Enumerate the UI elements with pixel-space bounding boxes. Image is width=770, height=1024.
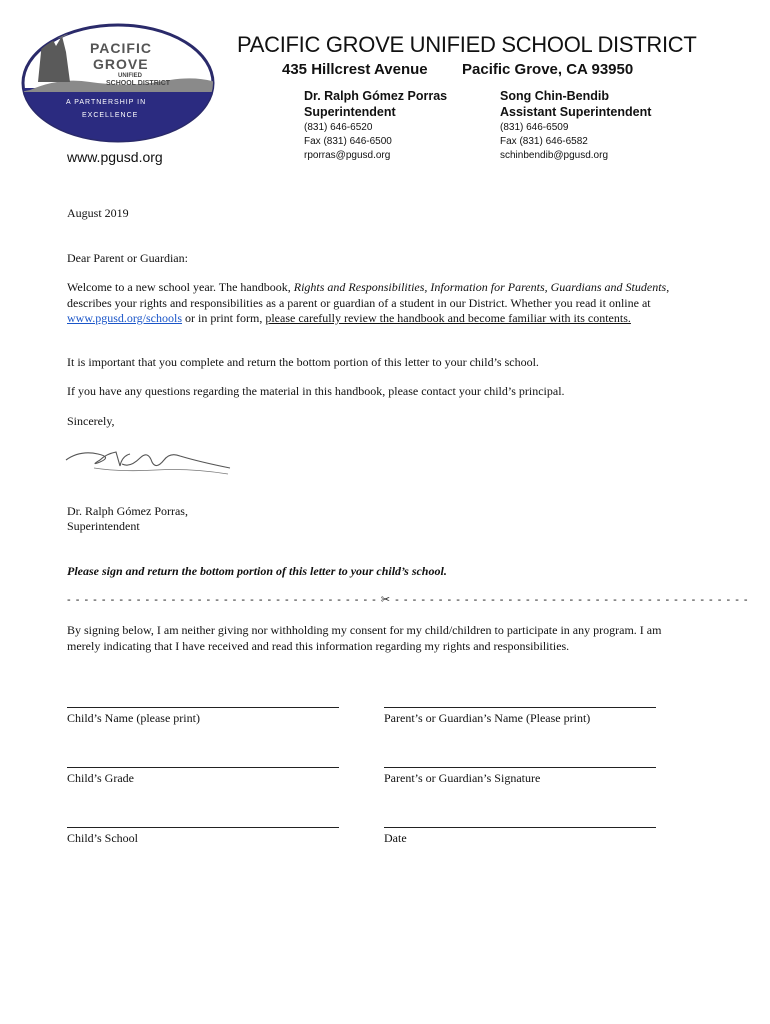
- letter-date: August 2019: [67, 206, 129, 220]
- official-fax: Fax (831) 646-6582: [500, 136, 588, 147]
- signer-name: Dr. Ralph Gómez Porras,: [67, 504, 188, 518]
- official-phone: (831) 646-6520: [304, 122, 373, 133]
- logo-text-grove: GROVE: [93, 56, 149, 72]
- return-instruction: Please sign and return the bottom portion of this letter to your child’s school.: [67, 564, 447, 578]
- parent-name-line[interactable]: [384, 707, 656, 708]
- letter-paragraph-1: [67, 280, 682, 327]
- official-assistant-superintendent: [500, 89, 651, 163]
- superintendent-signature: [60, 444, 235, 480]
- official-fax: Fax (831) 646-6500: [304, 136, 392, 147]
- parent-name-label: Parent’s or Guardian’s Name (Please print): [384, 711, 591, 725]
- p1-underlined-text: please carefully review the handbook and become familiar with its contents.: [265, 311, 631, 325]
- letter-salutation: Dear Parent or Guardian:: [67, 251, 188, 265]
- district-city-address: Pacific Grove, CA 93950: [462, 61, 634, 78]
- letter-paragraph-2: It is important that you complete and return the bottom portion of this letter to your child’s school.: [67, 355, 539, 369]
- child-name-line[interactable]: [67, 707, 339, 708]
- logo-tagline-2: EXCELLENCE: [82, 112, 139, 119]
- official-title: Superintendent: [304, 105, 396, 119]
- official-phone: (831) 646-6509: [500, 122, 569, 133]
- official-email[interactable]: schinbendib@pgusd.org: [500, 150, 609, 161]
- consent-statement: By signing below, I am neither giving nor withholding my consent for my child/children to participate in any program. I am merely indicating that I have received and read this information regarding my rights and responsibilities.: [67, 623, 662, 653]
- schools-link[interactable]: www.pgusd.org/schools: [67, 311, 183, 325]
- parent-name-field[interactable]: [384, 707, 656, 726]
- official-name: Song Chin-Bendib: [500, 89, 610, 103]
- official-email[interactable]: rporras@pgusd.org: [304, 150, 391, 161]
- official-title: Assistant Superintendent: [500, 105, 652, 119]
- child-name-field[interactable]: [67, 707, 339, 726]
- date-field[interactable]: [384, 827, 656, 846]
- district-website[interactable]: www.pgusd.org: [67, 149, 163, 165]
- district-logo: [20, 22, 216, 144]
- child-name-label: Child’s Name (please print): [67, 711, 200, 725]
- child-school-line[interactable]: [67, 827, 339, 828]
- logo-tagline-1: A PARTNERSHIP IN: [66, 99, 147, 106]
- parent-signature-label: Parent’s or Guardian’s Signature: [384, 771, 541, 785]
- letter-paragraph-3: If you have any questions regarding the material in this handbook, please contact your child’s principal.: [67, 384, 565, 398]
- p1-text-a: Welcome to a new school year. The handbook,: [67, 280, 294, 294]
- letter-closing: Sincerely,: [67, 414, 115, 428]
- handbook-title: Rights and Responsibilities, Information for Parents, Guardians and Students: [293, 280, 667, 294]
- district-street-address: 435 Hillcrest Avenue: [282, 61, 428, 78]
- official-superintendent: [304, 89, 447, 163]
- child-school-field[interactable]: [67, 827, 339, 846]
- parent-signature-field[interactable]: [384, 767, 656, 786]
- logo-text-unified: UNIFIED: [118, 73, 142, 79]
- date-line[interactable]: [384, 827, 656, 828]
- child-grade-label: Child’s Grade: [67, 771, 134, 785]
- p1-text-c: or in print form,: [182, 311, 266, 325]
- logo-text-school-district: SCHOOL DISTRICT: [106, 80, 171, 87]
- child-grade-field[interactable]: [67, 767, 339, 786]
- official-name: Dr. Ralph Gómez Porras: [304, 89, 448, 103]
- district-name: PACIFIC GROVE UNIFIED SCHOOL DISTRICT: [237, 32, 697, 57]
- logo-text-pacific: PACIFIC: [90, 40, 152, 56]
- parent-signature-line[interactable]: [384, 767, 656, 768]
- child-grade-line[interactable]: [67, 767, 339, 768]
- p1-text-b: , describes your rights and responsibilities as a parent or guardian of a student in our District. Whether you read it online at: [67, 280, 670, 310]
- date-label: Date: [384, 831, 407, 845]
- signer-title: Superintendent: [67, 519, 140, 533]
- child-school-label: Child’s School: [67, 831, 139, 845]
- cut-line: - - - - - - - - - - - - - - - - - - - - - - - - - - - - - - - - - - - - ✂ - - - - - - - - - - - - - - - - - - - - - - - - - - - - - - - - - - - - - - - - -: [67, 594, 749, 606]
